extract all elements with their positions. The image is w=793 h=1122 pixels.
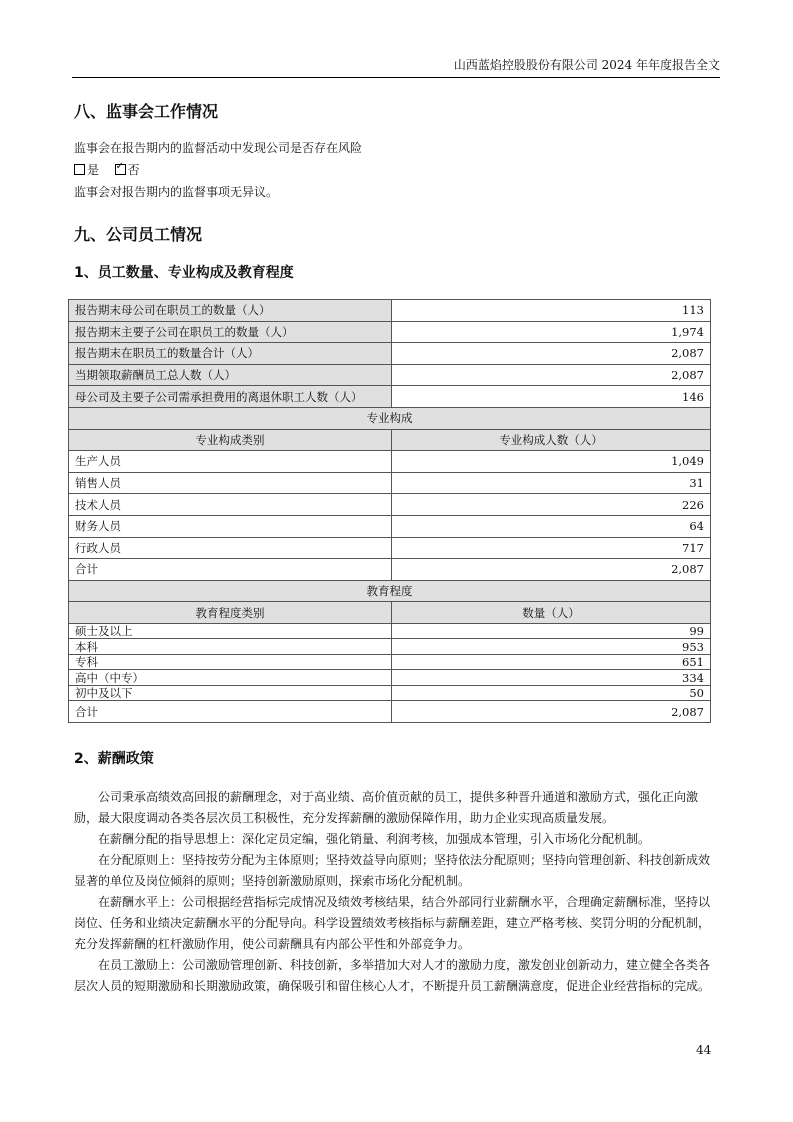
risk-question: 监事会在报告期内的监督活动中发现公司是否存在风险 bbox=[74, 141, 363, 155]
professional-col-count: 专业构成人数（人） bbox=[392, 429, 711, 451]
professional-label: 技术人员 bbox=[69, 494, 392, 516]
professional-label: 生产人员 bbox=[69, 451, 392, 473]
employee-table bbox=[68, 299, 711, 723]
table-header-row bbox=[69, 429, 711, 451]
policy-paragraph: 公司秉承高绩效高回报的薪酬理念，对于高业绩、高价值贡献的员工，提供多种晋升通道和激励方式，强化正向激励，最大限度调动各类各层次员工积极性，充分发挥薪酬的激励保障作用，助力企业实现高质量发展。 bbox=[74, 790, 699, 825]
professional-value: 64 bbox=[392, 515, 711, 537]
table-row bbox=[69, 300, 711, 322]
count-label: 报告期末在职员工的数量合计（人） bbox=[69, 343, 392, 365]
education-col-count: 数量（人） bbox=[392, 602, 711, 624]
professional-value: 1,049 bbox=[392, 451, 711, 473]
table-row bbox=[69, 343, 711, 365]
table-row bbox=[69, 654, 711, 670]
running-header: 山西蓝焰控股股份有限公司 2024 年年度报告全文 bbox=[72, 56, 720, 78]
option-no-label: 否 bbox=[127, 163, 140, 177]
professional-section-title: 专业构成 bbox=[69, 407, 711, 429]
education-label: 专科 bbox=[69, 654, 392, 670]
education-label: 高中（中专） bbox=[69, 670, 392, 686]
count-label: 当期领取薪酬员工总人数（人） bbox=[69, 364, 392, 386]
table-row bbox=[69, 472, 711, 494]
table-row bbox=[69, 639, 711, 655]
supervisory-statement: 监事会对报告期内的监督事项无异议。 bbox=[74, 185, 279, 199]
table-row bbox=[69, 701, 711, 723]
professional-label: 合计 bbox=[69, 559, 392, 581]
professional-value: 31 bbox=[392, 472, 711, 494]
count-value: 1,974 bbox=[392, 321, 711, 343]
count-value: 146 bbox=[392, 386, 711, 408]
count-label: 母公司及主要子公司需承担费用的离退休职工人数（人） bbox=[69, 386, 392, 408]
professional-label: 财务人员 bbox=[69, 515, 392, 537]
table-row bbox=[69, 623, 711, 639]
count-value: 2,087 bbox=[392, 364, 711, 386]
education-label: 硕士及以上 bbox=[69, 623, 392, 639]
education-value: 334 bbox=[392, 670, 711, 686]
education-label: 合计 bbox=[69, 701, 392, 723]
education-value: 953 bbox=[392, 639, 711, 655]
education-value: 50 bbox=[392, 685, 711, 701]
policy-paragraph: 在薪酬分配的指导思想上：深化定员定编，强化销量、利润考核，加强成本管理，引入市场化分配机制。 bbox=[98, 832, 651, 846]
education-label: 本科 bbox=[69, 639, 392, 655]
option-yes-label: 是 bbox=[87, 163, 100, 177]
table-row bbox=[69, 451, 711, 473]
table-row bbox=[69, 321, 711, 343]
table-row bbox=[69, 537, 711, 559]
education-value: 2,087 bbox=[392, 701, 711, 723]
professional-value: 2,087 bbox=[392, 559, 711, 581]
professional-label: 行政人员 bbox=[69, 537, 392, 559]
table-row bbox=[69, 364, 711, 386]
table-row bbox=[69, 685, 711, 701]
table-row bbox=[69, 670, 711, 686]
education-col-type: 教育程度类别 bbox=[69, 602, 392, 624]
table-section-row bbox=[69, 580, 711, 602]
count-value: 2,087 bbox=[392, 343, 711, 365]
education-label: 初中及以下 bbox=[69, 685, 392, 701]
professional-col-type: 专业构成类别 bbox=[69, 429, 392, 451]
education-value: 651 bbox=[392, 654, 711, 670]
policy-paragraph: 在分配原则上：坚持按劳分配为主体原则；坚持效益导向原则；坚持依法分配原则；坚持向管理创新、科技创新成效显著的单位及岗位倾斜的原则；坚持创新激励原则，探索市场化分配机制。 bbox=[74, 853, 711, 888]
count-label: 报告期末母公司在职员工的数量（人） bbox=[69, 300, 392, 322]
education-value: 99 bbox=[392, 623, 711, 639]
policy-paragraph: 在员工激励上：公司激励管理创新、科技创新，多举措加大对人才的激励力度，激发创业创新动力，建立健全各类各层次人员的短期激励和长期激励政策，确保吸引和留住核心人才，不断提升员工薪酬满意度，促进企业经营指标的完成。 bbox=[74, 958, 711, 993]
count-value: 113 bbox=[392, 300, 711, 322]
professional-label: 销售人员 bbox=[69, 472, 392, 494]
risk-options bbox=[74, 161, 140, 178]
table-section-row bbox=[69, 407, 711, 429]
policy-paragraph: 在薪酬水平上：公司根据经营指标完成情况及绩效考核结果，结合外部同行业薪酬水平，合理确定薪酬标准，坚持以岗位、任务和业绩决定薪酬水平的分配导向。科学设置绩效考核指标与薪酬差距，建立严格考核、奖罚分明的分配机制，充分发挥薪酬的杠杆激励作用，使公司薪酬具有内部公平性和外部竞争力。 bbox=[74, 895, 711, 951]
table-row bbox=[69, 494, 711, 516]
table-row bbox=[69, 515, 711, 537]
subsection-2-title: 2、薪酬政策 bbox=[74, 751, 154, 767]
subsection-1-title: 1、员工数量、专业构成及教育程度 bbox=[74, 265, 294, 281]
education-section-title: 教育程度 bbox=[69, 580, 711, 602]
table-row bbox=[69, 386, 711, 408]
table-header-row bbox=[69, 602, 711, 624]
professional-value: 717 bbox=[392, 537, 711, 559]
section-8-title: 八、监事会工作情况 bbox=[74, 102, 219, 121]
section-9-title: 九、公司员工情况 bbox=[74, 225, 203, 244]
checkbox-yes[interactable] bbox=[74, 164, 85, 175]
page-number: 44 bbox=[696, 1043, 712, 1057]
count-label: 报告期末主要子公司在职员工的数量（人） bbox=[69, 321, 392, 343]
table-row bbox=[69, 559, 711, 581]
professional-value: 226 bbox=[392, 494, 711, 516]
checkbox-no-checked[interactable] bbox=[115, 164, 126, 175]
